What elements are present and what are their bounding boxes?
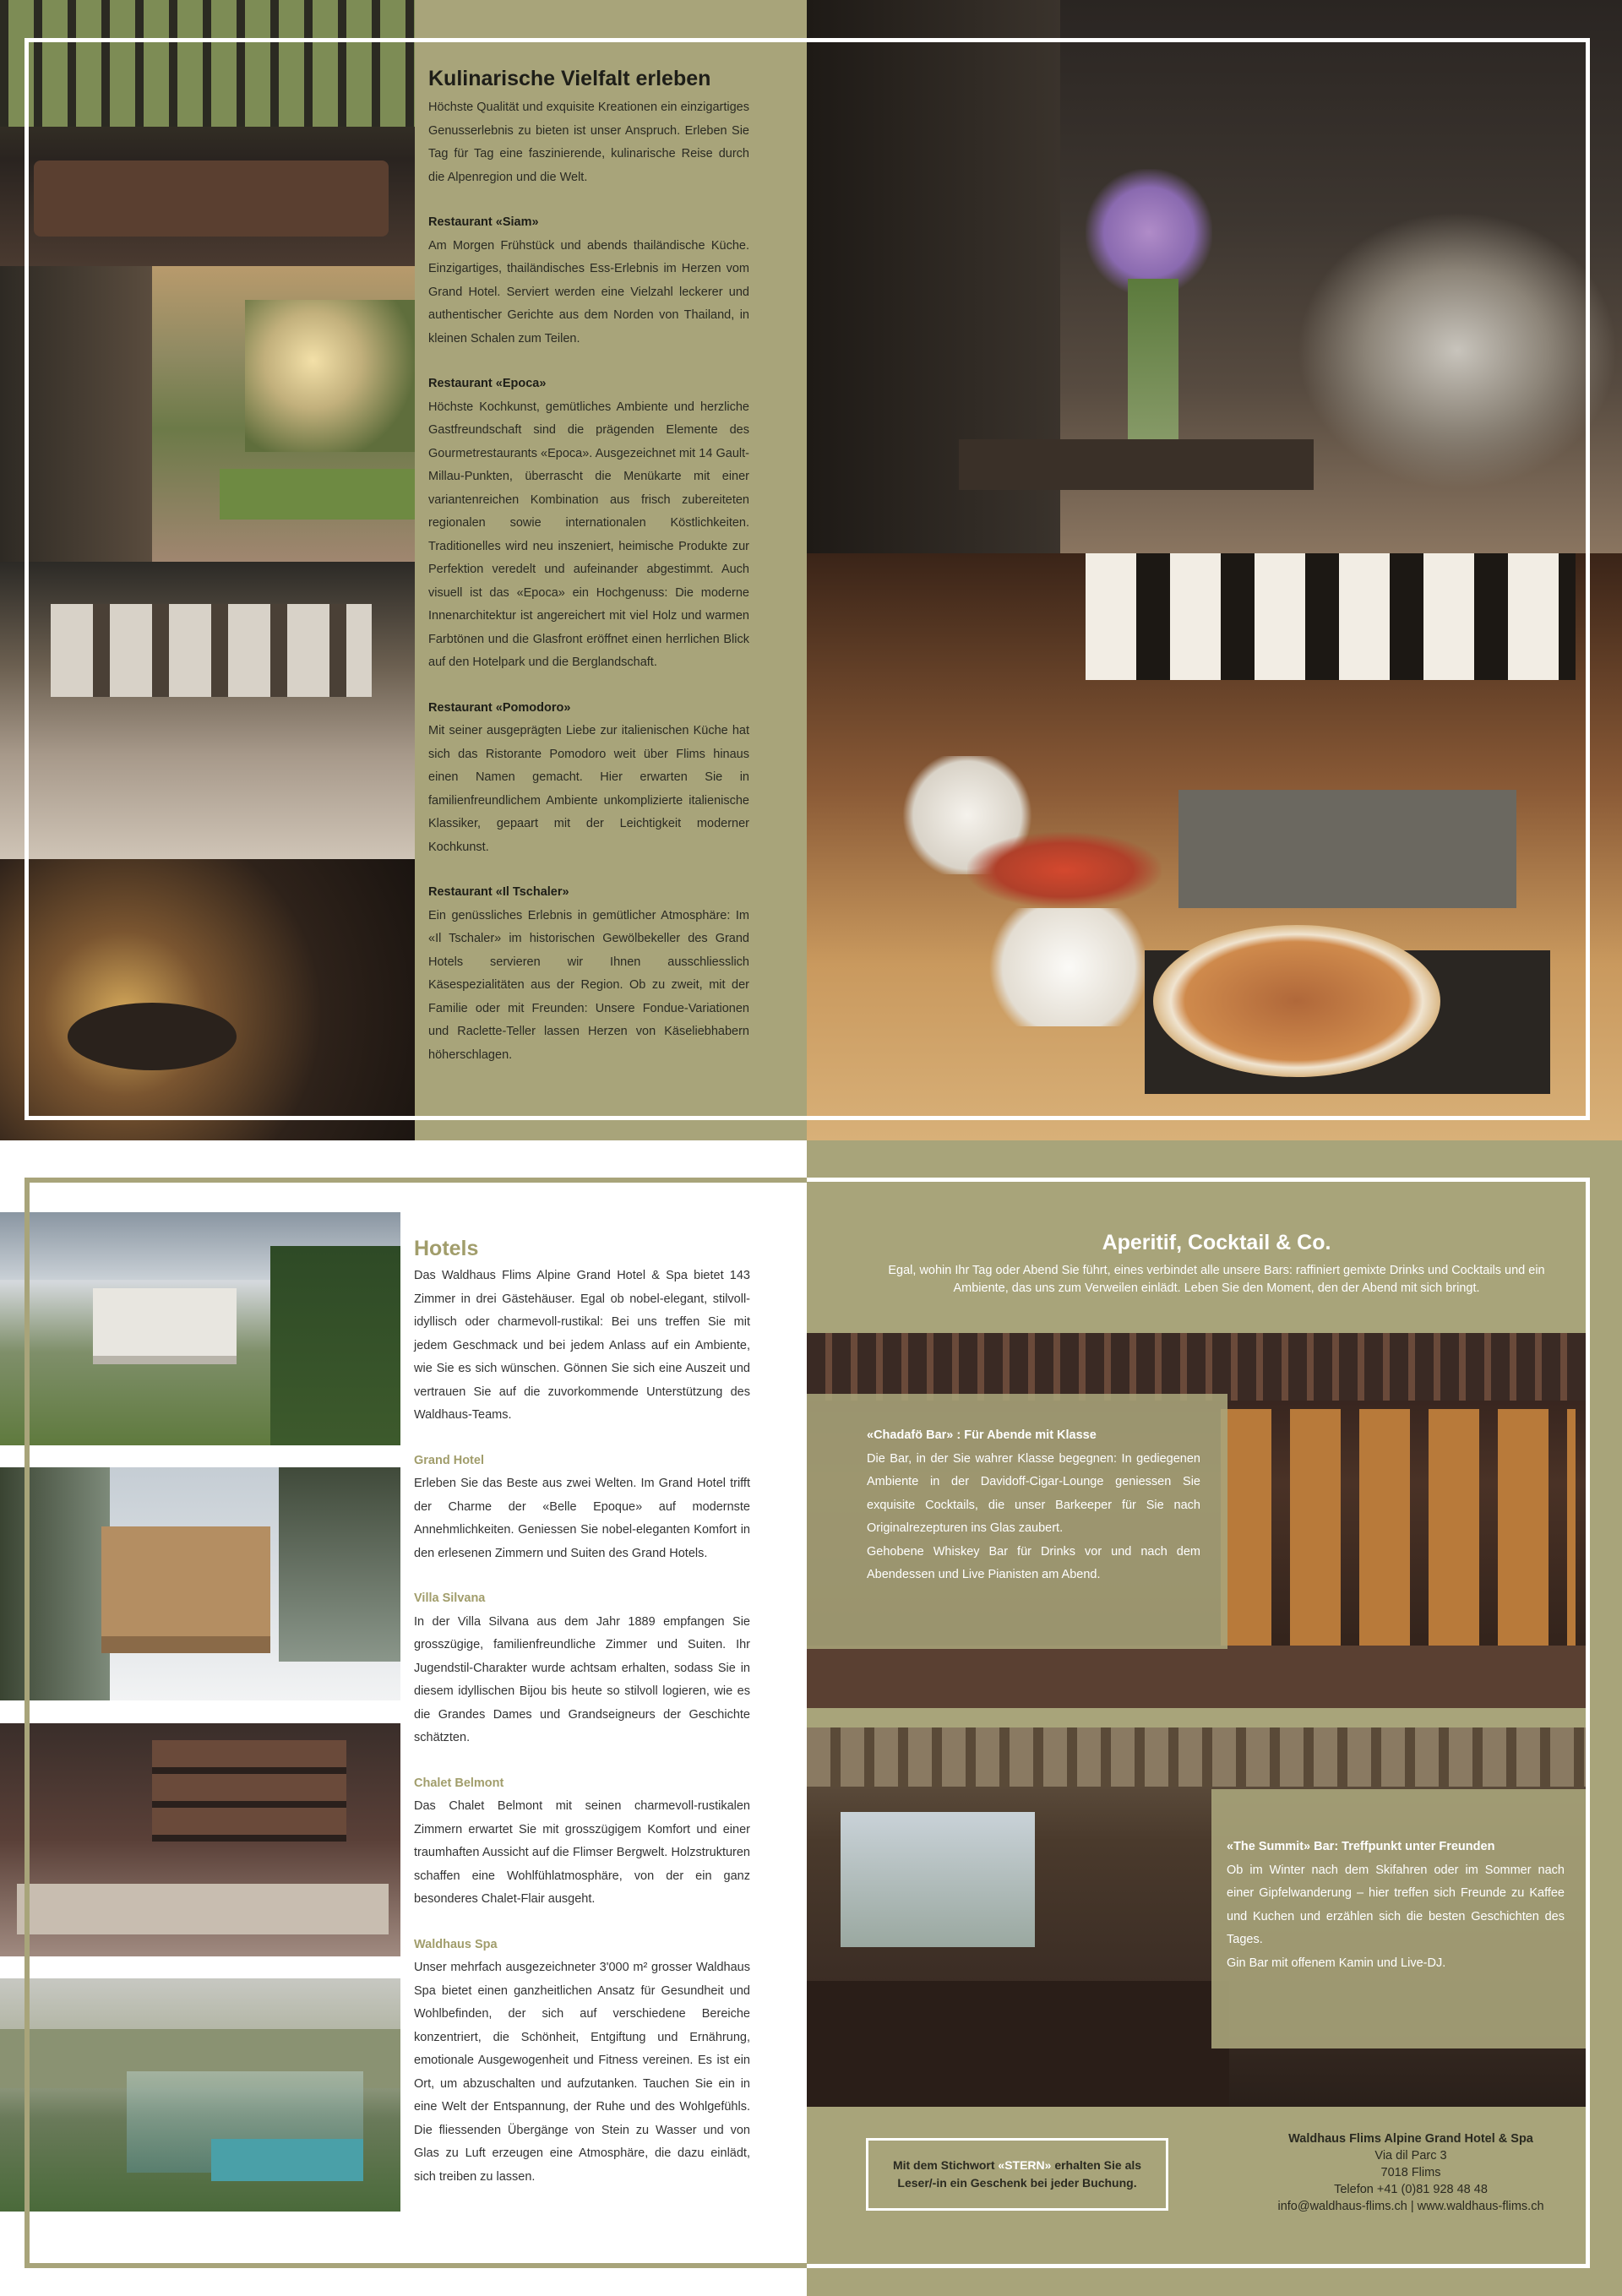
contact-web[interactable]: info@waldhaus-flims.ch | www.waldhaus-flims.ch bbox=[1277, 2200, 1544, 2213]
contact-phone: Telefon +41 (0)81 928 48 48 bbox=[1334, 2183, 1488, 2196]
contact-street: Via dil Parc 3 bbox=[1374, 2149, 1447, 2163]
restaurant-epoca-text: Höchste Kochkunst, gemütliches Ambiente und herzliche Gastfreundschaft sind die prägenden Elemente des Gourmetrestaurants «Epoca». Ausgezeichnet mit 14 Gault-Millau-Punkten, überrascht die Menükarte mit einer variantenreichen Kombination aus frisch zubereiteten regionalen sowie internationalen Köstlichkeiten. Traditionelles wird neu inszeniert, heimische Produkte zur Perfektion veredelt und aufeinander abgestimmt. Auch visuell ist das «Epoca» ein Hochgenuss: Die moderne Innenarchitektur ist angereichert mit viel Holz und warmen Farbtönen und die Glasfront eröffnet einen herrlichen Blick auf den Hotelpark und die Berglandschaft. bbox=[428, 400, 749, 669]
grand-hotel-text: Erleben Sie das Beste aus zwei Welten. Im Grand Hotel trifft der Charme der «Belle Epoque» auf modernste Annehmlichkeiten. Geniessen Sie nobel-eleganten Komfort in den erlesenen Zimmern und Suiten des Grand Hotels. bbox=[414, 1477, 750, 1560]
flowers-buffet-photo bbox=[807, 0, 1622, 553]
chadafo-heading: «Chadafö Bar» : Für Abende mit Klasse bbox=[867, 1428, 1097, 1442]
culinary-section bbox=[0, 0, 1622, 1140]
hotels-title: Hotels bbox=[414, 1237, 479, 1260]
restaurant-epoca-title: Restaurant «Epoca» bbox=[428, 377, 547, 390]
bars-panel bbox=[807, 1140, 1622, 2296]
chadafo-text bbox=[867, 1424, 1200, 1587]
bars-subtitle: Egal, wohin Ihr Tag oder Abend Sie führt, eines verbindet alle unsere Bars: raffiniert gemixte Drinks und Cocktails und ein Ambiente, das uns zum Verweilen einlädt. Leben Sie den Moment, den der Abend mit sich bringt. bbox=[888, 1264, 1545, 1295]
villa-silvana-title: Villa Silvana bbox=[414, 1591, 486, 1605]
hotels-frame bbox=[24, 1178, 807, 2268]
summit-text-2: Gin Bar mit offenem Kamin und Live-DJ. bbox=[1227, 1956, 1446, 1970]
fondue-photo bbox=[0, 859, 415, 1140]
restaurant-pomodoro-text: Mit seiner ausgeprägten Liebe zur italienischen Küche hat sich das Ristorante Pomodoro weit über Flims hinaus einen Namen gemacht. Hier erwarten Sie in familienfreundlichem Ambiente unkomplizierte italienische Klassiker, gepaart mit der Leichtigkeit moderner Kochkunst. bbox=[428, 724, 749, 854]
grand-hotel-title: Grand Hotel bbox=[414, 1453, 484, 1467]
chalet-belmont-title: Chalet Belmont bbox=[414, 1776, 504, 1790]
hotels-intro: Das Waldhaus Flims Alpine Grand Hotel & Spa bietet 143 Zimmer in drei Gästehäuser. Egal ob nobel-elegant, stilvoll-idyllisch oder charmevoll-rustikal: Bei uns treffen Sie mit jedem Geschmack und bei jedem Anlass auf ein Ambiente, wie Sie es sich wünschen. Gönnen Sie sich eine Auszeit und vertrauen Sie auf die zuvorkommende Unterstützung des Waldhaus-Teams. bbox=[414, 1269, 750, 1422]
chalet-belmont-text: Das Chalet Belmont mit seinen charmevoll-rustikalen Zimmern erwartet Sie mit grosszügigem Komfort und einer traumhaften Aussicht auf die Flimser Bergwelt. Holzstrukturen schaffen eine Wohlfühlatmosphäre, von der ein ganz besonderes Chalet-Flair ausgeht. bbox=[414, 1799, 750, 1906]
villa-silvana-text: In der Villa Silvana aus dem Jahr 1889 empfangen Sie grosszügige, familienfreundliche Zimmer und Suiten. Ihr Jugendstil-Charakter wurde achtsam erhalten, sodass Sie in diesem idyllischen Bijou bis heute so stilvoll logieren, wie es die Grandes Dames und Grandseigneurs der Geschichte schätzten. bbox=[414, 1614, 750, 1744]
summit-text bbox=[1227, 1836, 1565, 1975]
waldhaus-spa-text: Unser mehrfach ausgezeichneter 3'000 m² grosser Waldhaus Spa bietet einen ganzheitlichen Ansatz für Gesundheit und Wohlbefinden, der sich auf verschiedene Bereiche konzentriert, die Schönheit, Entgiftung und Ernährung, emotionale Ausgewogenheit und Fitness vereinen. Es ist ein Ort, um abzuschalten und aufzutanken. Tauchen Sie ein in eine Welt der Entspannung, der Ruhe und des Wohlgefühls. Die fliessenden Übergänge von Stein zu Wasser und von Glas zu Luft erzeugen eine Atmosphäre, die dazu einlädt, sich treiben zu lassen. bbox=[414, 1961, 750, 2184]
culinary-text bbox=[428, 64, 749, 1067]
restaurant-iltschaler-text: Ein genüssliches Erlebnis in gemütlicher Atmosphäre: Im «Il Tschaler» im historischen Gewölbekeller des Grand Hotels servieren wir Ihnen ausschliesslich Käsespezialitäten aus der Region. Ob zu zweit, mit der Familie oder mit Freunden: Unsere Fondue-Variationen und Raclette-Teller lassen Herzen von Käseliebhabern höherschlagen. bbox=[428, 908, 749, 1062]
restaurant-iltschaler-title: Restaurant «Il Tschaler» bbox=[428, 885, 569, 899]
lounge-photo bbox=[0, 0, 415, 266]
summit-text-1: Ob im Winter nach dem Skifahren oder im Sommer nach einer Gipfelwanderung – hier treffen sich Freunde zu Kaffee und Kuchen und erzählen sich die besten Geschichten des Tages. bbox=[1227, 1863, 1565, 1946]
culinary-title: Kulinarische Vielfalt erleben bbox=[428, 67, 711, 90]
restaurant-siam-text: Am Morgen Frühstück und abends thailändische Küche. Einzigartiges, thailändisches Ess-Erlebnis im Herzen vom Grand Hotel. Serviert werden eine Vielzahl leckerer und authentischer Gerichte aus dem Norden von Thailand, in kleinen Schalen zum Teilen. bbox=[428, 238, 749, 345]
terrace-photo bbox=[0, 266, 415, 562]
contact-city: 7018 Flims bbox=[1380, 2166, 1441, 2179]
promo-keyword: «STERN» bbox=[998, 2158, 1052, 2172]
contact-name: Waldhaus Flims Alpine Grand Hotel & Spa bbox=[1288, 2132, 1533, 2146]
culinary-intro: Höchste Qualität und exquisite Kreationen ein einzigartiges Genusserlebnis zu bieten ist unser Anspruch. Erleben Sie Tag für Tag eine faszinierende, kulinarische Reise durch die Alpenregion und die Welt. bbox=[428, 101, 749, 184]
promo-before: Mit dem Stichwort bbox=[892, 2158, 999, 2172]
restaurant-pomodoro-title: Restaurant «Pomodoro» bbox=[428, 700, 571, 715]
summit-heading: «The Summit» Bar: Treffpunkt unter Freunden bbox=[1227, 1840, 1495, 1853]
chadafo-text-1: Die Bar, in der Sie wahrer Klasse begegnen: In gediegenen Ambiente in der Davidoff-Cigar-Lounge geniessen Sie exquisite Cocktails, die unser Barkeeper für Sie nach Originalrezepturen ins Glas zaubert. bbox=[867, 1451, 1200, 1535]
chadafo-text-2: Gehobene Whiskey Bar für Drinks vor und nach dem Abendessen und Live Pianisten am Abend. bbox=[867, 1544, 1200, 1581]
restaurant-hall-photo bbox=[0, 562, 415, 859]
waldhaus-spa-title: Waldhaus Spa bbox=[414, 1937, 498, 1951]
promo-box bbox=[866, 2138, 1168, 2211]
promo-after: erhalten Sie als Leser/-in ein Geschenk bei jeder Buchung. bbox=[897, 2158, 1142, 2190]
bars-header bbox=[862, 1228, 1571, 1298]
restaurant-siam-title: Restaurant «Siam» bbox=[428, 215, 539, 229]
bars-title: Aperitif, Cocktail & Co. bbox=[1102, 1231, 1331, 1254]
contact-block bbox=[1216, 2130, 1605, 2215]
hotels-bars-section bbox=[0, 1140, 1622, 2296]
dessert-buffet-photo bbox=[807, 553, 1622, 1140]
